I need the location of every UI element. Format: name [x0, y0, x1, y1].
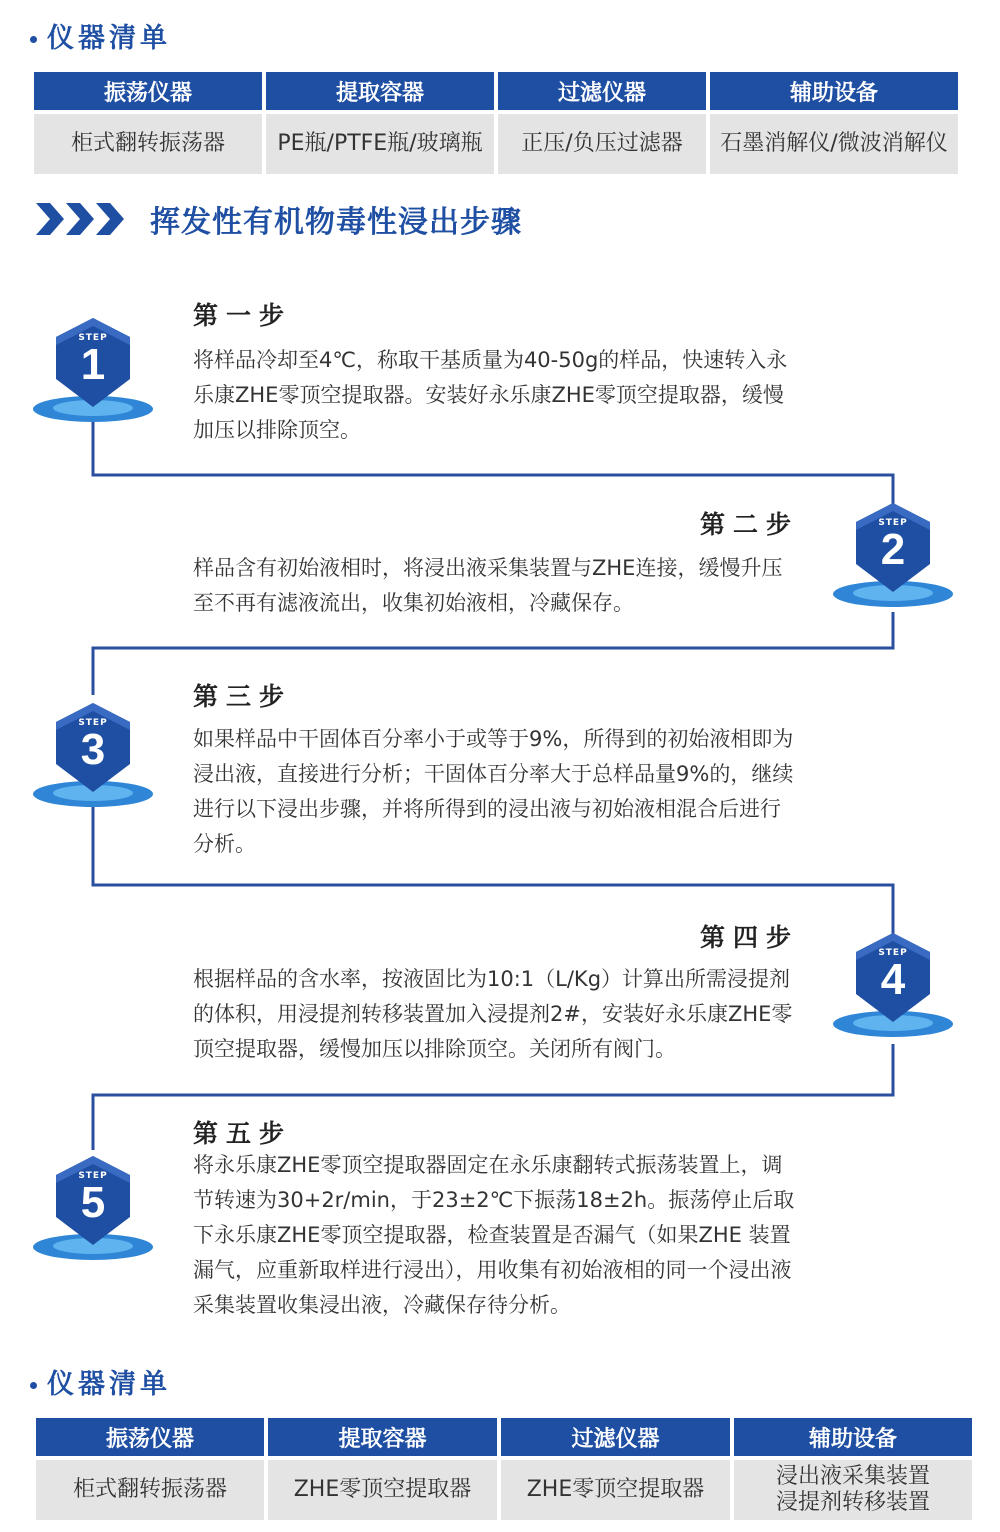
- table-cell: 柜式翻转振荡器: [36, 1456, 264, 1520]
- step-5-title: 第五步: [193, 1119, 293, 1148]
- step-5-badge: [33, 1153, 163, 1263]
- aux-line-2: 浸提剂转移装置: [775, 1490, 930, 1515]
- step-4-title: 第四步: [700, 923, 800, 952]
- main-heading-text: 挥发性有机物毒性浸出步骤: [150, 205, 522, 240]
- step-4-badge: [833, 930, 963, 1040]
- table-header-cell: 过滤仪器: [501, 1416, 730, 1456]
- aux-line-1: 浸出液采集装置: [775, 1464, 930, 1489]
- section-title-bottom: 仪器清单: [30, 1362, 171, 1401]
- step-1-badge: [33, 315, 163, 425]
- table-header-cell: 提取容器: [268, 1416, 497, 1456]
- table-cell: PE瓶/PTFE瓶/玻璃瓶: [266, 110, 494, 174]
- step-4-text: 根据样品的含水率，按液固比为10:1（L/Kg）计算出所需浸提剂的体积，用浸提剂转移装置加入浸提剂2#，安装好永乐康ZHE零顶空提取器，缓慢加压以排除顶空。关闭所有阀门。: [193, 967, 793, 1061]
- table-cell-aux: [734, 1456, 972, 1520]
- table-cell: 柜式翻转振荡器: [34, 110, 262, 174]
- step-number: 2: [880, 525, 906, 574]
- step-label: STEP: [78, 1171, 108, 1181]
- table-header-cell: 辅助设备: [710, 70, 958, 110]
- table-cell: ZHE零顶空提取器: [501, 1456, 730, 1520]
- step-5-text: 将永乐康ZHE零顶空提取器固定在永乐康翻转式振荡装置上，调节转速为30+2r/min，于23±2℃下振荡18±2h。振荡停止后取下永乐康ZHE零顶空提取器，检查装置是否漏气（如果ZHE 装置漏气，应重新取样进行浸出），用收集有初始液相的同一个浸出液采集装置收集浸出液，冷藏保存待分析。: [193, 1153, 795, 1317]
- step-label: STEP: [878, 948, 908, 958]
- step-label: STEP: [78, 333, 108, 343]
- step-2-badge: [833, 500, 963, 610]
- step-2-text: 样品含有初始液相时，将浸出液采集装置与ZHE连接，缓慢升压至不再有滤液流出，收集初始液相，冷藏保存。: [193, 556, 783, 615]
- table-header-cell: 过滤仪器: [498, 70, 706, 110]
- step-label: STEP: [78, 718, 108, 728]
- bullet-dot-icon: [30, 1382, 37, 1389]
- table-header-row: [36, 1416, 972, 1456]
- table-header-cell: 振荡仪器: [36, 1416, 264, 1456]
- step-1-text: 将样品冷却至4℃，称取干基质量为40-50g的样品，快速转入永乐康ZHE零顶空提取器。安装好永乐康ZHE零顶空提取器，缓慢加压以排除顶空。: [193, 348, 788, 442]
- step-number: 3: [80, 725, 106, 774]
- table-row: [36, 1456, 972, 1520]
- table-header-cell: 提取容器: [266, 70, 494, 110]
- table-header-cell: 辅助设备: [734, 1416, 972, 1456]
- step-number: 4: [880, 955, 906, 1004]
- section-title-top: 仪器清单: [30, 16, 171, 55]
- step-label: STEP: [878, 518, 908, 528]
- table-cell: ZHE零顶空提取器: [268, 1456, 497, 1520]
- step-3-text: 如果样品中干固体百分率小于或等于9%，所得到的初始液相即为浸出液，直接进行分析；干固体百分率大于总样品量9%的，继续进行以下浸出步骤，并将所得到的浸出液与初始液相混合后进行分析。: [193, 727, 794, 856]
- step-number: 5: [80, 1178, 106, 1227]
- step-3-badge: [33, 700, 163, 810]
- step-number: 1: [80, 340, 106, 389]
- table-cell: 石墨消解仪/微波消解仪: [710, 110, 958, 174]
- step-2-title: 第二步: [700, 510, 800, 539]
- table-cell: 正压/负压过滤器: [498, 110, 706, 174]
- table-header-cell: 振荡仪器: [34, 70, 262, 110]
- equipment-table-bottom: [32, 1416, 976, 1520]
- step-3-title: 第三步: [193, 682, 293, 711]
- step-1-title: 第一步: [193, 301, 293, 330]
